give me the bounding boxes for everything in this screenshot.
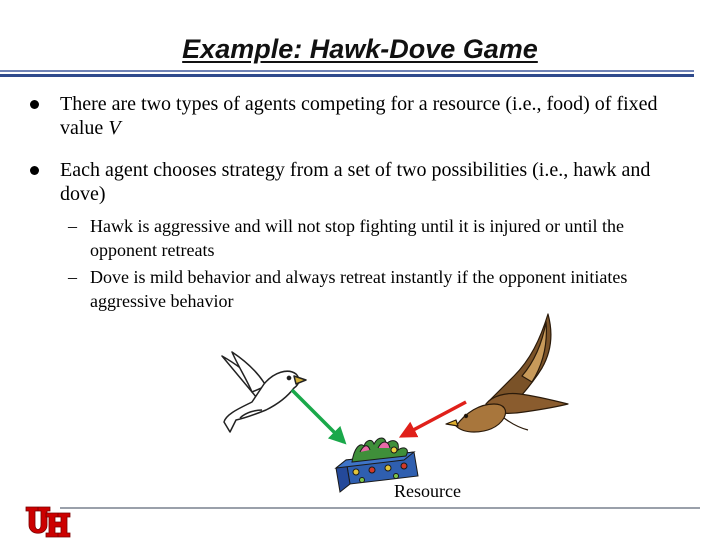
dash-icon: – — [68, 216, 77, 236]
dash-icon: – — [68, 267, 77, 287]
value-variable: V — [108, 117, 121, 139]
resource-label: Resource — [394, 481, 461, 501]
dove-arrow — [292, 390, 344, 442]
sub-bullet-text: Dove is mild behavior and always retreat instantly if the opponent initiates aggressive behavior — [90, 267, 628, 311]
hawk-icon — [446, 314, 568, 432]
bullet-text: Each agent chooses strategy from a set of two possibilities (i.e., hawk and dove) — [60, 159, 651, 205]
slide-title: Example: Hawk-Dove Game — [182, 34, 538, 64]
bullet-text: There are two types of agents competing for a resource (i.e., food) of fixed value — [60, 93, 658, 139]
university-logo-icon — [24, 505, 72, 539]
footer-divider — [60, 507, 700, 509]
hawk-arrow — [402, 402, 466, 436]
sub-bullet-text: Hawk is aggressive and will not stop fighting until it is injured or until the opponent retreats — [90, 216, 624, 260]
